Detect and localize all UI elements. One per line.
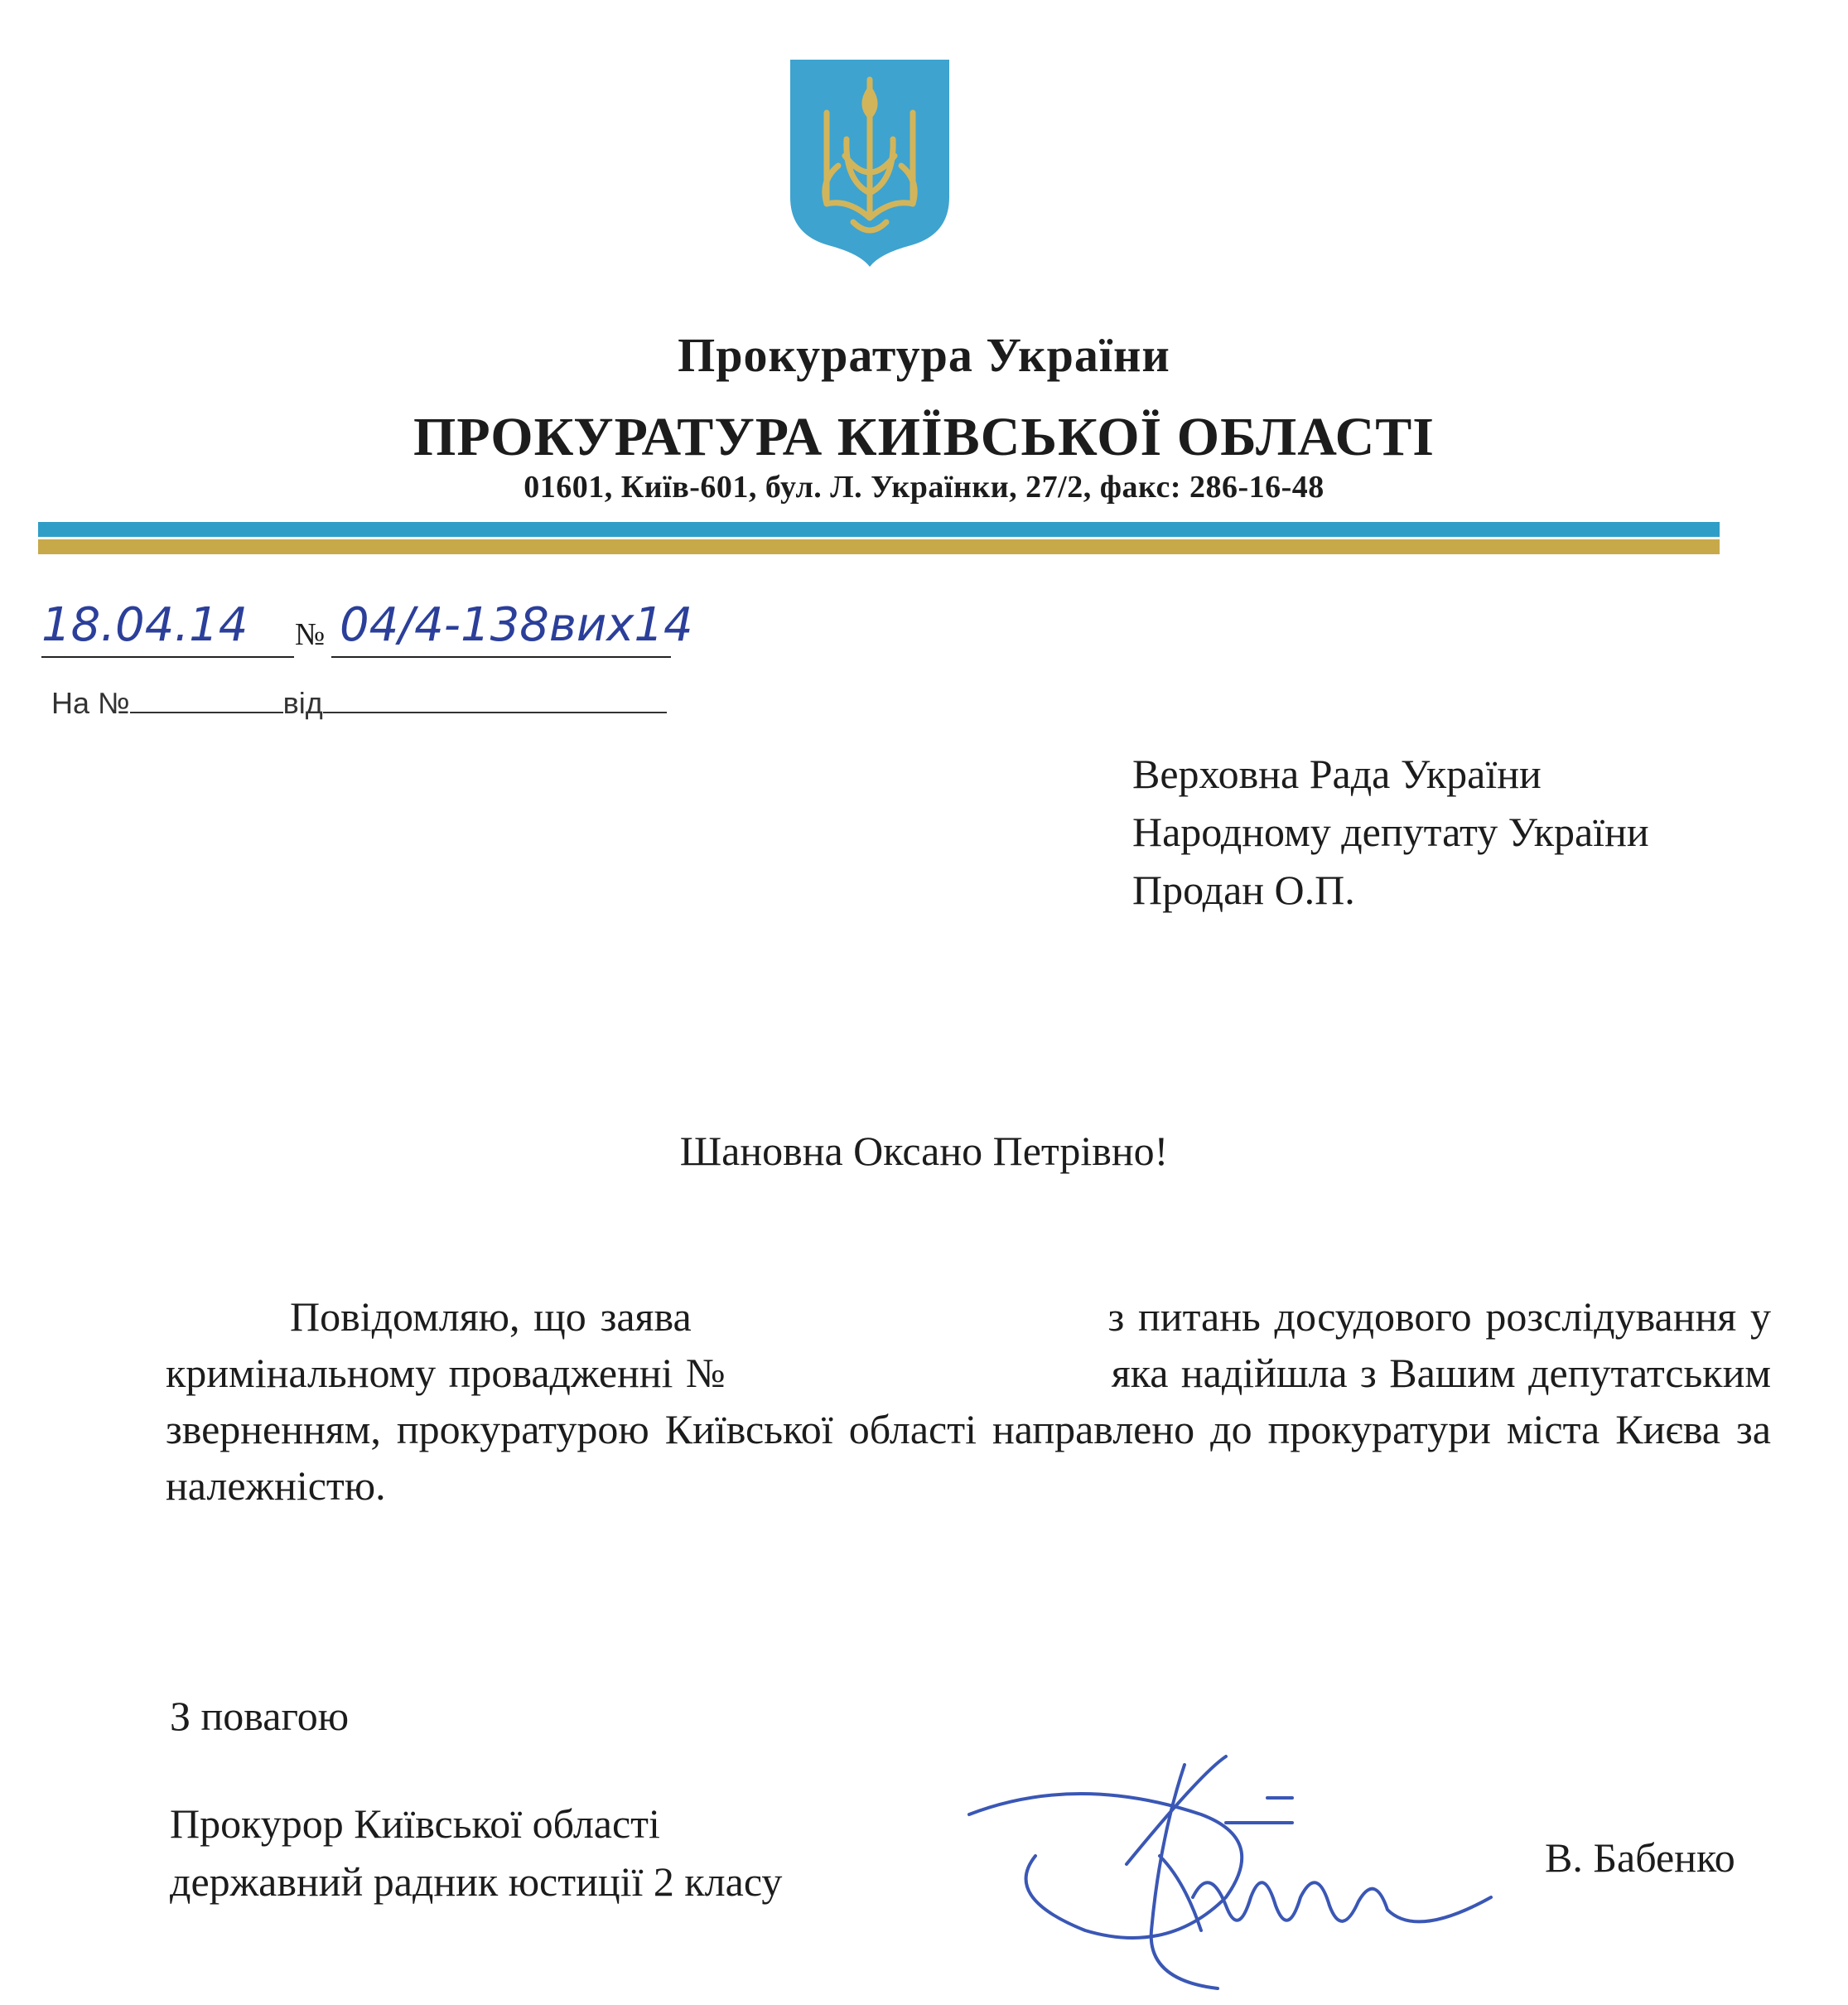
reference-prefix: На № bbox=[51, 686, 130, 720]
reference-date-blank bbox=[323, 687, 667, 713]
registration-date: 18.04.14 bbox=[41, 598, 248, 652]
signer-position-line-1: Прокурор Київської області bbox=[170, 1800, 660, 1847]
addressee-line-3: Продан О.П. bbox=[1132, 867, 1355, 913]
coat-of-arms-emblem bbox=[787, 56, 953, 268]
reference-line bbox=[51, 686, 667, 721]
registration-number-sign: № bbox=[295, 617, 326, 652]
header-stripe-gold bbox=[38, 539, 1720, 554]
addressee-line-1: Верховна Рада України bbox=[1132, 751, 1542, 797]
registration-date-underline bbox=[41, 656, 294, 658]
organization-address: 01601, Київ-601, бул. Л. Українки, 27/2, факс: 286-16-48 bbox=[524, 470, 1324, 505]
signer-position-line-2: державний радник юстиції 2 класу bbox=[170, 1858, 783, 1905]
organization-subtitle: ПРОКУРАТУРА КИЇВСЬКОЇ ОБЛАСТІ bbox=[413, 407, 1435, 467]
signer-name: В. Бабенко bbox=[1545, 1834, 1735, 1881]
body-paragraph: Повідомляю, що заява з питань досудового розслідування у кримінальному провадженні № яка надійшла з Вашим депутатським зверненням, прокуратурою Київської області направлено до прокуратури міста Києва за належністю. bbox=[166, 1293, 1782, 1509]
addressee-line-2: Народному депутату України bbox=[1132, 809, 1649, 855]
header-stripe-blue bbox=[38, 522, 1720, 537]
registration-number-underline bbox=[331, 656, 671, 658]
organization-title: Прокуратура України bbox=[678, 328, 1170, 382]
reference-number-blank bbox=[130, 687, 283, 713]
closing: З повагою bbox=[170, 1693, 350, 1739]
reference-from-label: від bbox=[282, 686, 323, 720]
salutation: Шановна Оксано Петрівно! bbox=[679, 1128, 1169, 1174]
handwritten-signature bbox=[953, 1740, 1532, 2005]
letter-body bbox=[166, 1288, 1782, 1514]
registration-number: 04/4-138вих14 bbox=[340, 598, 693, 652]
